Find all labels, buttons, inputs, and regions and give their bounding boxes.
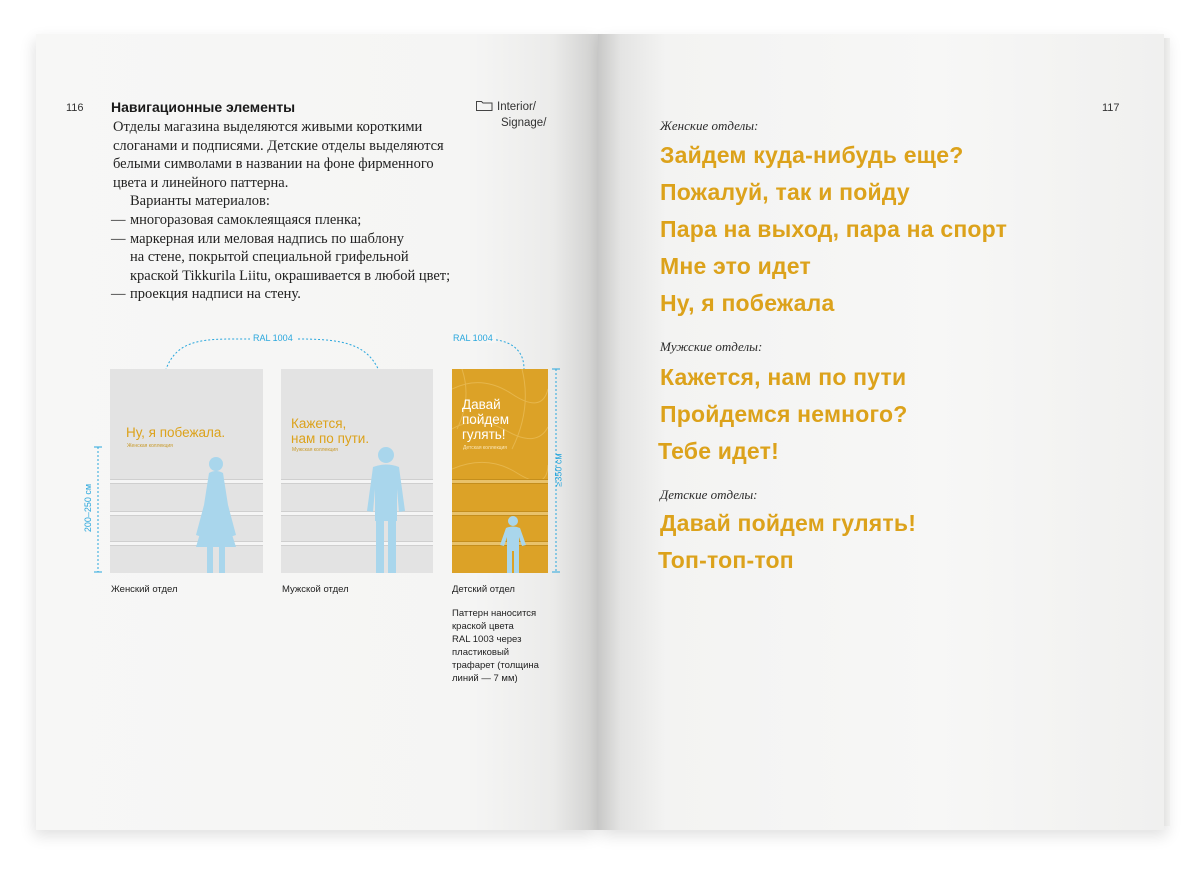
- intro-line: Отделы магазина выделяются живыми короткими: [113, 119, 423, 135]
- pattern-note: Паттерн наносится краской цвета RAL 1003 через пластиковый трафарет (толщина линий — 7 мм): [452, 608, 539, 684]
- left-page: [36, 34, 598, 830]
- panel-kids: [452, 369, 548, 573]
- woman-silhouette-icon: [192, 455, 242, 573]
- panel-caption: Женский отдел: [111, 584, 178, 595]
- slogan-men: Пройдемся немного?: [660, 401, 908, 427]
- panel-caption: Детский отдел: [452, 584, 515, 595]
- slogan-women: Пара на выход, пара на спорт: [660, 216, 1008, 242]
- height-label-left: 200–250 см: [83, 483, 94, 533]
- ral-label: RAL 1004: [250, 333, 296, 343]
- slogan-men: Тебе идет!: [658, 438, 779, 464]
- intro-line: цвета и линейного паттерна.: [113, 174, 289, 191]
- page-number-left: 116: [66, 102, 84, 114]
- slogan-women: Зайдем куда-нибудь еще?: [660, 142, 964, 168]
- right-page: [598, 34, 1164, 830]
- height-label-right: ≥350 см: [553, 453, 564, 487]
- panel-caption: Мужской отдел: [282, 584, 349, 595]
- book-spread: [36, 34, 1164, 830]
- slogan-women: Ну, я побежала: [660, 290, 835, 316]
- slogan-men: Кажется, нам по пути: [660, 364, 907, 390]
- panel-women: [110, 369, 263, 573]
- slogan-women: Мне это идет: [660, 253, 811, 279]
- category-label-women: Женские отделы:: [660, 118, 759, 133]
- category-label-kids: Детские отделы:: [660, 487, 758, 502]
- panel-slogan: Ну, я побежала.: [126, 425, 226, 440]
- materials-heading: Варианты материалов:: [130, 193, 270, 210]
- panel-slogan: Давай пойдем гулять!: [462, 397, 510, 442]
- panel-subline: Детская коллекция: [463, 445, 507, 451]
- slogan-women: Пожалуй, так и пойду: [660, 179, 910, 205]
- panel-subline: Женская коллекция: [127, 443, 173, 449]
- panel-slogan: Кажется, нам по пути.: [291, 416, 370, 446]
- man-silhouette-icon: [363, 445, 409, 573]
- page-number-right: 117: [1102, 102, 1120, 114]
- panel-men: [281, 369, 433, 573]
- slogan-kids: Давай пойдем гулять!: [660, 510, 917, 536]
- intro-line: слоганами и подписями. Детские отделы выделяются: [113, 137, 444, 154]
- folder-tag-line-2: Signage/: [501, 117, 547, 129]
- section-title: Навигационные элементы: [111, 99, 296, 115]
- materials-item: — проекция надписи на стену.: [113, 285, 493, 304]
- category-label-men: Мужские отделы:: [660, 339, 763, 354]
- ral-label: RAL 1004: [450, 333, 496, 343]
- child-silhouette-icon: [498, 515, 528, 573]
- folder-tag-line-1: Interior/: [497, 101, 536, 113]
- materials-item: — многоразовая самоклеящаяся пленка;: [113, 211, 493, 230]
- slogan-kids: Топ-топ-топ: [658, 547, 794, 573]
- materials-item: — маркерная или меловая надпись по шаблону на стене, покрытой специальной грифельной краской Tikkurila Liitu, окрашивается в любой цвет;: [113, 230, 493, 286]
- panel-subline: Мужская коллекция: [292, 447, 338, 453]
- intro-line: белыми символами в названии на фоне фирменного: [113, 156, 434, 173]
